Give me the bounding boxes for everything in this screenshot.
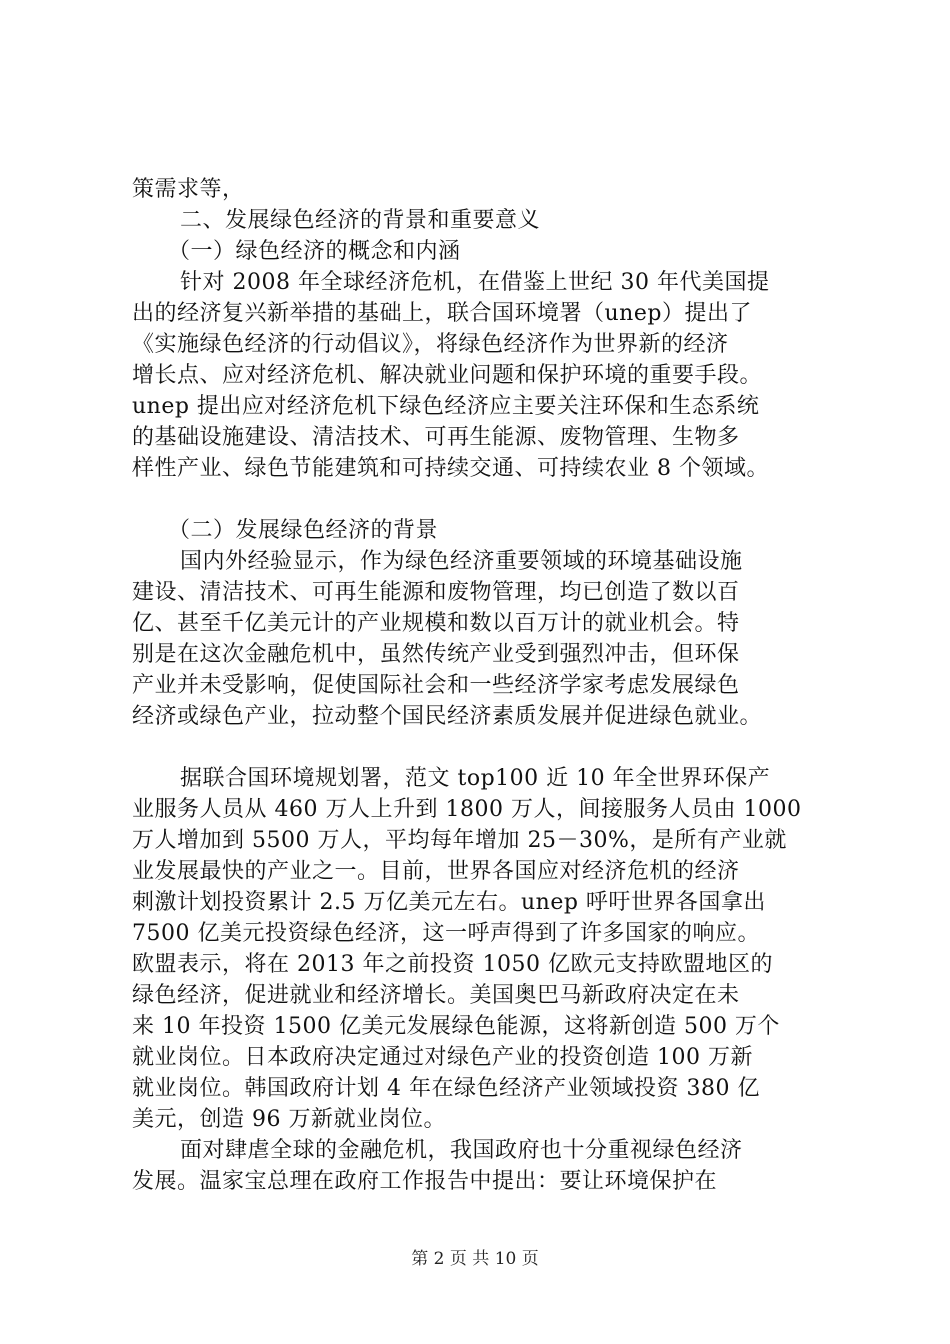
- section-heading: 二、发展绿色经济的背景和重要意义: [180, 208, 541, 233]
- text-line: 就业岗位。日本政府决定通过对绿色产业的投资创造 100 万新: [132, 1045, 753, 1070]
- text-line: 亿、甚至千亿美元计的产业规模和数以百万计的就业机会。特: [132, 611, 740, 636]
- text-line: 美元，创造 96 万新就业岗位。: [132, 1107, 446, 1132]
- text-line: 业服务人员从 460 万人上升到 1800 万人，间接服务人员由 1000: [132, 797, 802, 822]
- text-line: 《实施绿色经济的行动倡议》，将绿色经济作为世界新的经济: [132, 332, 729, 357]
- text-line: 绿色经济，促进就业和经济增长。美国奥巴马新政府决定在未: [132, 983, 740, 1008]
- text-line: 样性产业、绿色节能建筑和可持续交通、可持续农业 8 个领域。: [132, 456, 769, 481]
- subsection-heading: （二）发展绿色经济的背景: [168, 518, 439, 543]
- text-line: 发展。温家宝总理在政府工作报告中提出：要让环境保护在: [132, 1169, 718, 1194]
- text-line: 出的经济复兴新举措的基础上，联合国环境署（unep）提出了: [132, 301, 752, 326]
- text-line: 增长点、应对经济危机、解决就业问题和保护环境的重要手段。: [132, 363, 763, 388]
- subsection-heading: （一）绿色经济的概念和内涵: [168, 239, 461, 264]
- text-line: 刺激计划投资累计 2.5 万亿美元左右。unep 呼吁世界各国拿出: [132, 890, 766, 915]
- text-line: 据联合国环境规划署，范文 top100 近 10 年全世界环保产: [180, 766, 771, 791]
- text-line: unep 提出应对经济危机下绿色经济应主要关注环保和生态系统: [132, 394, 760, 419]
- text-line: 面对肆虐全球的金融危机，我国政府也十分重视绿色经济: [180, 1138, 743, 1163]
- text-line: 针对 2008 年全球经济危机，在借鉴上世纪 30 年代美国提: [180, 270, 770, 295]
- text-line: 的基础设施建设、清洁技术、可再生能源、废物管理、生物多: [132, 425, 740, 450]
- page-footer: 第 2 页 共 10 页: [411, 1249, 539, 1269]
- text-line: 业发展最快的产业之一。目前，世界各国应对经济危机的经济: [132, 859, 740, 884]
- text-line: 国内外经验显示，作为绿色经济重要领域的环境基础设施: [180, 549, 743, 574]
- text-line: 经济或绿色产业，拉动整个国民经济素质发展并促进绿色就业。: [132, 704, 763, 729]
- text-line: 建设、清洁技术、可再生能源和废物管理，均已创造了数以百: [132, 580, 740, 605]
- text-line: 来 10 年投资 1500 亿美元发展绿色能源，这将新创造 500 万个: [132, 1014, 780, 1039]
- text-line: 欧盟表示，将在 2013 年之前投资 1050 亿欧元支持欧盟地区的: [132, 952, 773, 977]
- text-line: 万人增加到 5500 万人，平均每年增加 25－30%，是所有产业就: [132, 828, 787, 853]
- text-line: 别是在这次金融危机中，虽然传统产业受到强烈冲击，但环保: [132, 642, 740, 667]
- text-line: 策需求等，: [132, 177, 245, 202]
- text-line: 产业并未受影响，促使国际社会和一些经济学家考虑发展绿色: [132, 673, 740, 698]
- text-line: 就业岗位。韩国政府计划 4 年在绿色经济产业领域投资 380 亿: [132, 1076, 760, 1101]
- text-line: 7500 亿美元投资绿色经济，这一呼声得到了许多国家的响应。: [132, 921, 760, 946]
